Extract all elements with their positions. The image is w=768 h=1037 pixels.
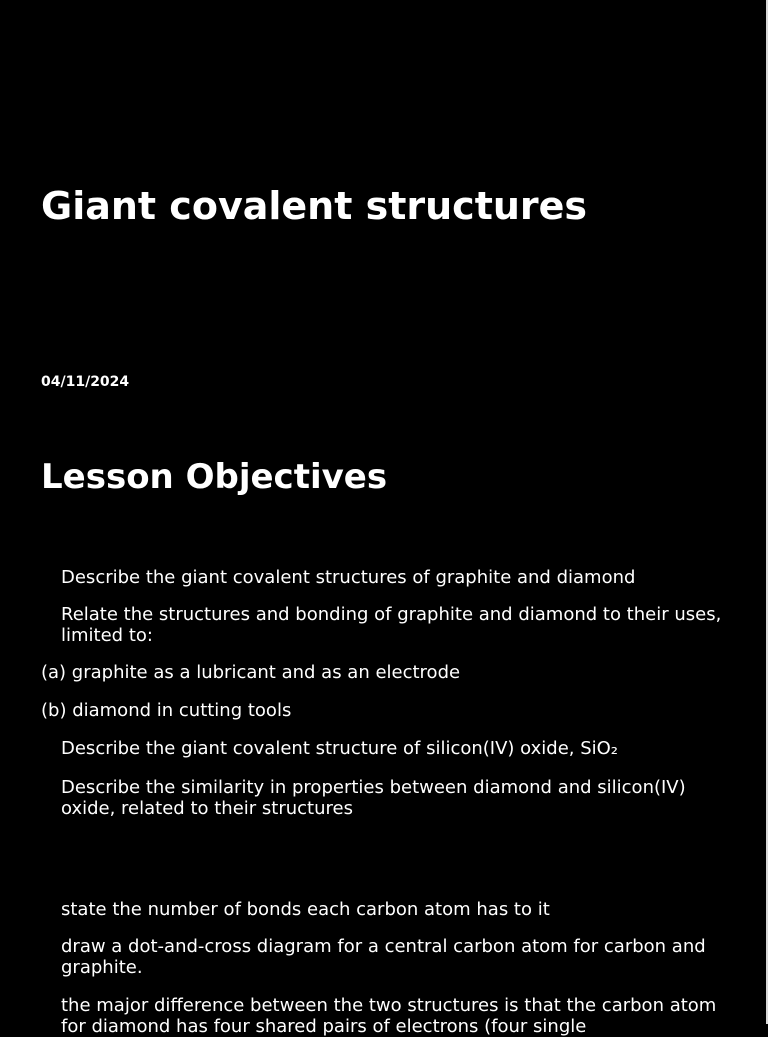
- note-item: draw a dot-and-cross diagram for a central carbon atom for carbon and graphite.: [61, 936, 706, 978]
- objective-subitem: (a) graphite as a lubricant and as an electrode: [41, 662, 461, 683]
- slide-title: Giant covalent structures: [41, 184, 588, 228]
- note-item: the major difference between the two structures is that the carbon atom for diamond has four shared pairs of electrons (four single: [61, 995, 717, 1037]
- objective-item: Describe the similarity in properties between diamond and silicon(IV) oxide, related to their structures: [61, 777, 686, 819]
- slide-date: 04/11/2024: [41, 374, 130, 390]
- note-item: state the number of bonds each carbon atom has to it: [61, 899, 550, 920]
- objectives-heading: Lesson Objectives: [41, 457, 388, 497]
- objective-subitem: (b) diamond in cutting tools: [41, 700, 292, 721]
- objective-item: Relate the structures and bonding of graphite and diamond to their uses, limited to:: [61, 604, 722, 646]
- objective-item: Describe the giant covalent structures of graphite and diamond: [61, 567, 636, 588]
- objective-item: Describe the giant covalent structure of silicon(IV) oxide, SiO₂: [61, 738, 619, 759]
